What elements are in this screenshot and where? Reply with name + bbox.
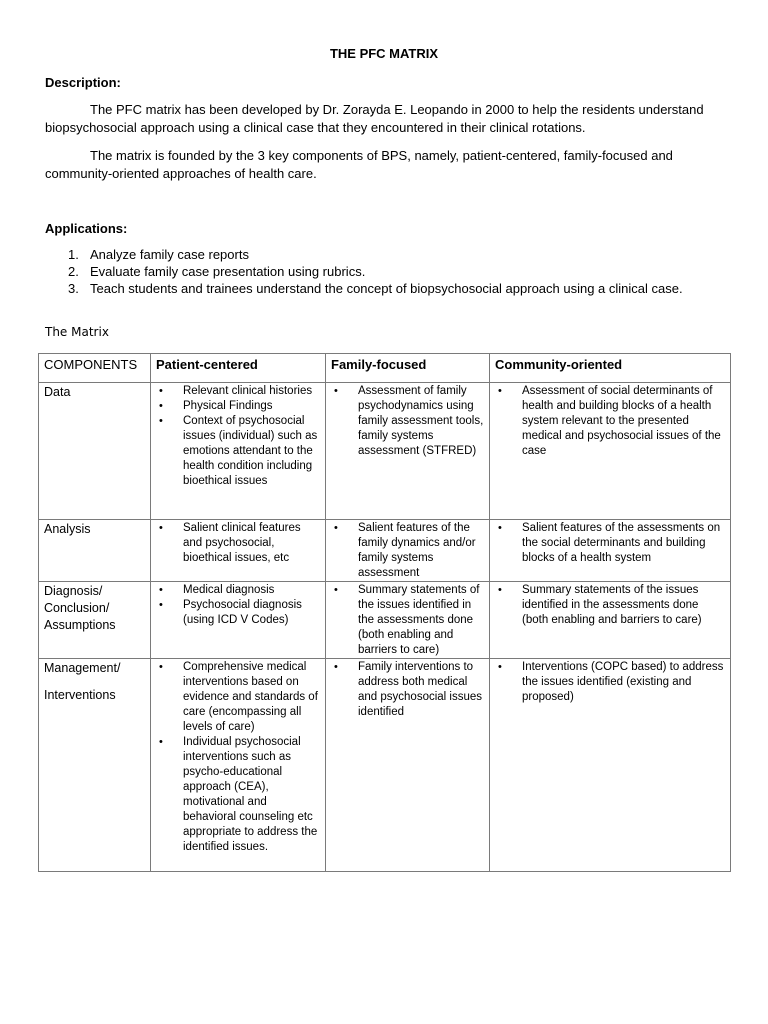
bullet-item: • Psychosocial diagnosis (using ICD V Codes) — [156, 598, 320, 628]
column-header-family-focused: Family-focused — [326, 354, 490, 383]
table-cell — [151, 383, 326, 520]
matrix-label: The Matrix — [45, 325, 109, 339]
bullet-item: • Context of psychosocial issues (individual) such as emotions attendant to the health condition including bioethical issues — [156, 414, 320, 489]
table-cell — [326, 520, 490, 582]
table-row — [39, 582, 731, 659]
table-row — [39, 659, 731, 872]
applications-list — [45, 246, 745, 297]
bullet-item: • Family interventions to address both medical and psychosocial issues identified — [331, 660, 484, 720]
table-cell — [490, 383, 731, 520]
table-row — [39, 520, 731, 582]
bullet-item: • Comprehensive medical interventions based on evidence and standards of care (encompassing all levels of care) — [156, 660, 320, 735]
table-cell — [151, 659, 326, 872]
list-item-text: Evaluate family case presentation using rubrics. — [90, 264, 366, 279]
row-label — [39, 659, 151, 872]
row-label: Data — [39, 383, 151, 520]
applications-heading: Applications: — [45, 221, 128, 236]
bullet-item: • Assessment of social determinants of health and building blocks of a health system relevant to the presented medical and psychosocial issues of the case — [495, 384, 725, 459]
list-item-text: Teach students and trainees understand the concept of biopsychosocial approach using a clinical case. — [90, 281, 683, 296]
row-label: Diagnosis/ Conclusion/ Assumptions — [39, 582, 151, 659]
list-item — [45, 280, 745, 297]
table-cell — [151, 520, 326, 582]
bullet-item: • Summary statements of the issues identified in the assessments done (both enabling and barriers to care) — [495, 583, 725, 628]
bullet-item: • Medical diagnosis — [156, 583, 320, 598]
bullet-item: • Salient clinical features and psychosocial, bioethical issues, etc — [156, 521, 320, 566]
list-item-number: 2. — [68, 264, 79, 279]
bullet-item: • Individual psychosocial interventions such as psycho-educational approach (CEA), motivational and behavioral counseling etc appropriate to address the identified issues. — [156, 735, 320, 855]
description-heading: Description: — [45, 75, 121, 90]
description-paragraph-1: The PFC matrix has been developed by Dr. Zorayda E. Leopando in 2000 to help the residents understand biopsychosocial approach using a clinical case that they encountered in their clinical rotations. — [45, 102, 704, 135]
document-title: THE PFC MATRIX — [329, 46, 439, 61]
table-cell — [490, 520, 731, 582]
list-item-number: 1. — [68, 247, 79, 262]
table-cell — [326, 659, 490, 872]
list-item — [45, 263, 745, 280]
bullet-item: • Relevant clinical histories — [156, 384, 320, 399]
table-cell — [326, 383, 490, 520]
table-row — [39, 383, 731, 520]
column-header-community-oriented: Community-oriented — [490, 354, 731, 383]
table-cell — [490, 659, 731, 872]
table-cell — [490, 582, 731, 659]
bullet-item: • Interventions (COPC based) to address the issues identified (existing and proposed) — [495, 660, 725, 705]
bullet-item: • Physical Findings — [156, 399, 320, 414]
table-header-row — [39, 354, 731, 383]
list-item-number: 3. — [68, 281, 79, 296]
description-paragraph-2: The matrix is founded by the 3 key components of BPS, namely, patient-centered, family-focused and community-oriented approaches of health care. — [45, 148, 673, 181]
pfc-matrix-table — [38, 353, 731, 872]
list-item-text: Analyze family case reports — [90, 247, 249, 262]
bullet-item: • Assessment of family psychodynamics using family assessment tools, family systems assessment (STFRED) — [331, 384, 484, 459]
table-cell — [326, 582, 490, 659]
bullet-item: • Salient features of the assessments on the social determinants and building blocks of a health system — [495, 521, 725, 566]
row-label-part: Interventions — [44, 688, 116, 702]
row-label: Analysis — [39, 520, 151, 582]
column-header-patient-centered: Patient-centered — [151, 354, 326, 383]
row-label-part: Management/ — [44, 661, 121, 675]
column-header-components: COMPONENTS — [39, 354, 151, 383]
list-item — [45, 246, 745, 263]
table-cell — [151, 582, 326, 659]
bullet-item: • Summary statements of the issues identified in the assessments done (both enabling and barriers to care) — [331, 583, 484, 658]
bullet-item: • Salient features of the family dynamics and/or family systems assessment — [331, 521, 484, 581]
